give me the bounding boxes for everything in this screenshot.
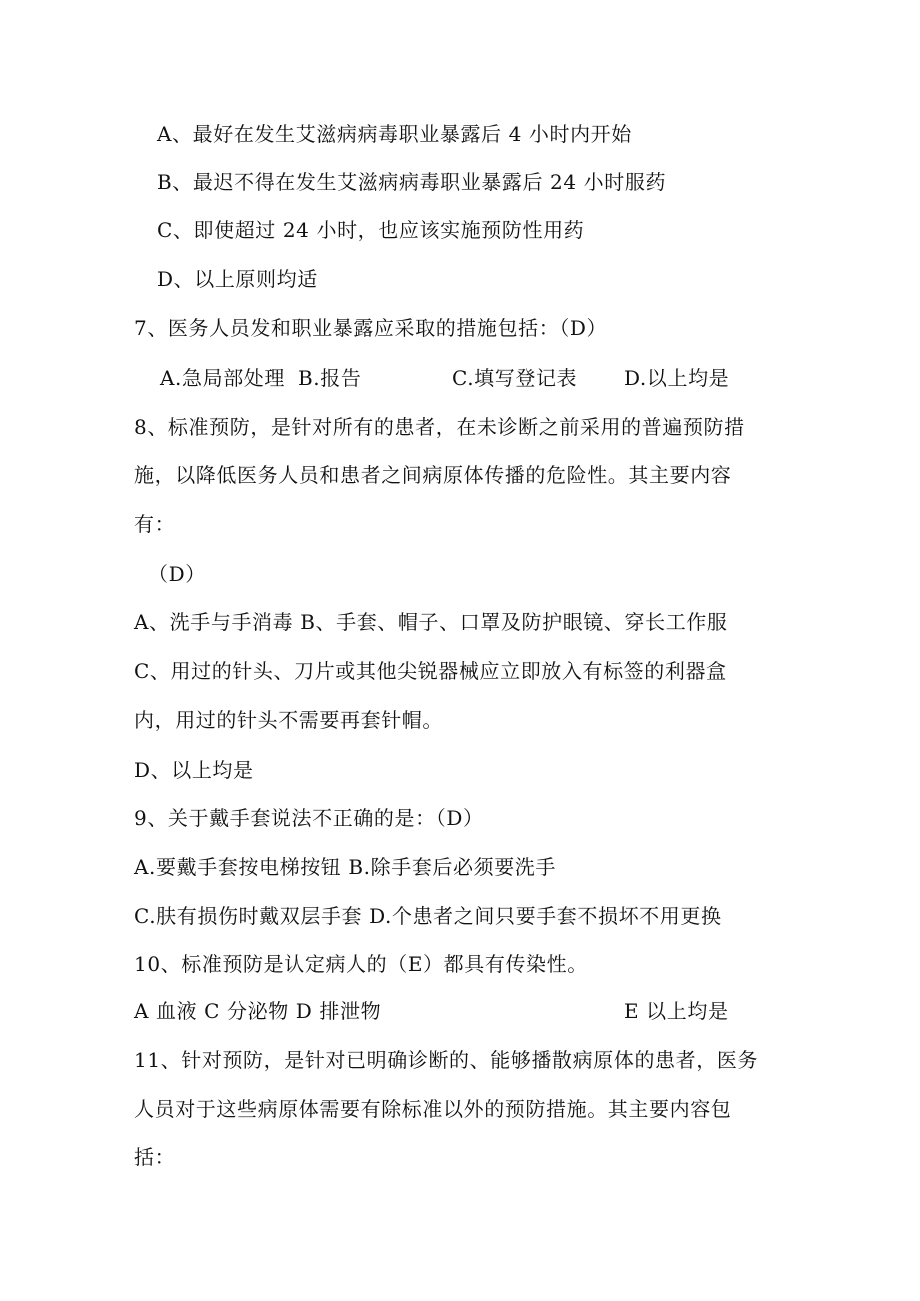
q7-option-d: D.以上均是 bbox=[624, 366, 730, 390]
q7-stem: 7、医务人员发和职业暴露应采取的措施包括：（D） bbox=[134, 316, 608, 340]
q6-option-d: D、以上原则均适 bbox=[157, 267, 318, 291]
q8-option-d: D、以上均是 bbox=[134, 758, 254, 782]
q6-option-c: C、即使超过 24 小时，也应该实施预防性用药 bbox=[157, 218, 585, 242]
q7-options-row bbox=[0, 364, 920, 392]
q9-option-ab: A.要戴手套按电梯按钮 B.除手套后必须要洗手 bbox=[134, 855, 557, 879]
q11-stem-line-1: 11、针对预防，是针对已明确诊断的、能够播散病原体的患者，医务 bbox=[134, 1048, 759, 1072]
q8-answer: （D） bbox=[148, 562, 206, 586]
q8-option-ab: A、洗手与手消毒 B、手套、帽子、口罩及防护眼镜、穿长工作服 bbox=[134, 610, 728, 634]
q8-stem-line-1: 8、标准预防，是针对所有的患者，在未诊断之前采用的普遍预防措 bbox=[134, 415, 745, 439]
q10-option-e: E 以上均是 bbox=[624, 999, 729, 1023]
q8-stem-line-3: 有： bbox=[134, 512, 176, 536]
q11-stem-line-2: 人员对于这些病原体需要有除标准以外的预防措施。其主要内容包 bbox=[134, 1097, 732, 1121]
q6-option-b: B、最迟不得在发生艾滋病病毒职业暴露后 24 小时服药 bbox=[157, 170, 667, 194]
q11-stem-line-3: 括： bbox=[134, 1145, 176, 1169]
q7-option-a: A.急局部处理 bbox=[160, 366, 286, 390]
q7-option-b: B.报告 bbox=[298, 366, 362, 390]
q9-stem: 9、关于戴手套说法不正确的是：（D） bbox=[134, 806, 484, 830]
q9-option-cd: C.肤有损伤时戴双层手套 D.个患者之间只要手套不损坏不用更换 bbox=[134, 904, 722, 928]
q10-option-acd: A 血液 C 分泌物 D 排泄物 bbox=[134, 999, 382, 1023]
q7-option-c: C.填写登记表 bbox=[452, 366, 578, 390]
q10-stem: 10、标准预防是认定病人的（E）都具有传染性。 bbox=[134, 952, 588, 976]
q10-options-row bbox=[0, 997, 920, 1025]
q6-option-a: A、最好在发生艾滋病病毒职业暴露后 4 小时内开始 bbox=[157, 122, 632, 146]
q8-option-c-line-2: 内，用过的针头不需要再套针帽。 bbox=[134, 708, 443, 732]
q8-option-c-line-1: C、用过的针头、刀片或其他尖锐器械应立即放入有标签的利器盒 bbox=[134, 659, 727, 683]
q8-stem-line-2: 施，以降低医务人员和患者之间病原体传播的危险性。其主要内容 bbox=[134, 463, 732, 487]
